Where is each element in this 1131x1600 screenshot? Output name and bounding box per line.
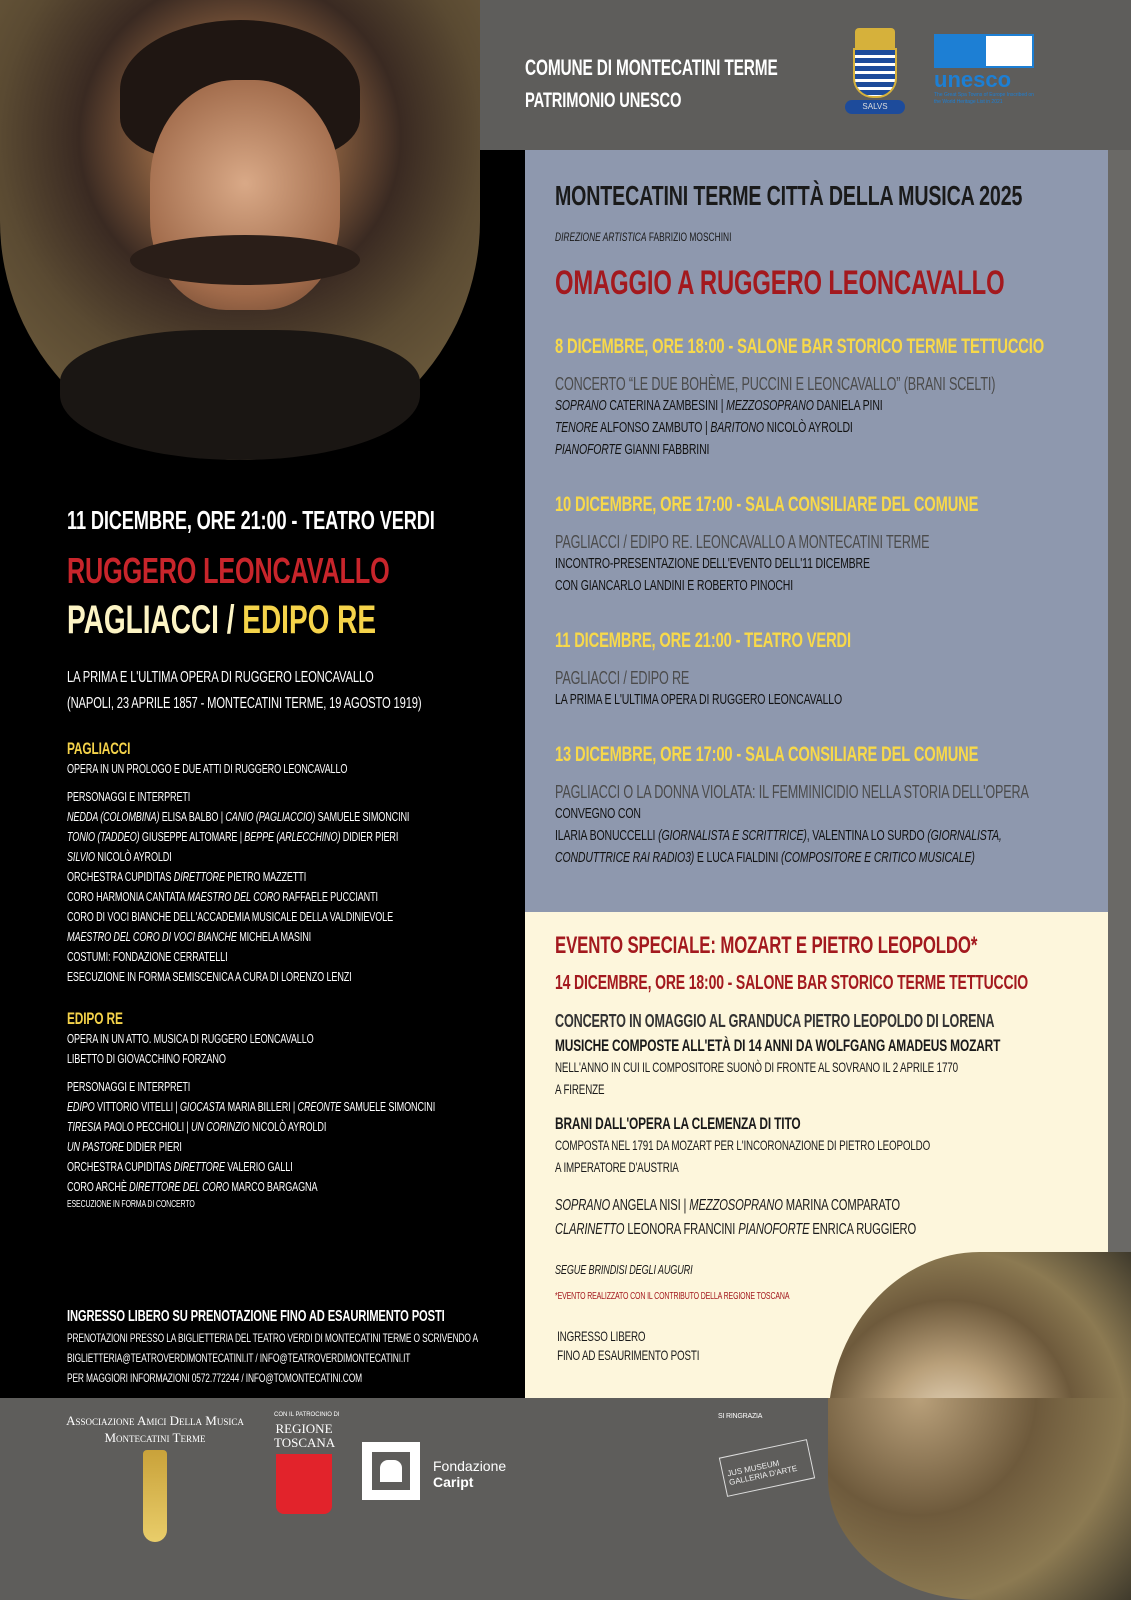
assoc-line2: Montecatini Terme bbox=[104, 1430, 206, 1445]
unesco-logo bbox=[934, 34, 1034, 106]
special-cast2: CLARINETTO LEONORA FRANCINI PIANOFORTE ENRICA RUGGIERO bbox=[555, 1221, 917, 1238]
cast-line: PERSONAGGI E INTERPRETI bbox=[67, 1079, 191, 1094]
pagliacci-cast bbox=[67, 787, 515, 987]
booking-block bbox=[67, 1306, 515, 1388]
event-item bbox=[555, 493, 1094, 597]
event-line: CONDUTTRICE RAI RADIO3) E LUCA FIALDINI (COMPOSITORE E CRITICO MUSICALE) bbox=[555, 849, 975, 866]
patronage-label: CON IL PATROCINIO DI bbox=[274, 1412, 340, 1418]
montecatini-crest-logo bbox=[835, 28, 915, 132]
entry1: INGRESSO LIBERO bbox=[557, 1328, 646, 1344]
event-line: TENORE ALFONSO ZAMBUTO | BARITONO NICOLÒ AYROLDI bbox=[555, 419, 853, 436]
homage-title: OMAGGIO A RUGGERO LEONCAVALLO bbox=[555, 264, 1005, 302]
event-line: CONVEGNO CON bbox=[555, 805, 641, 822]
event-item bbox=[555, 629, 1094, 711]
pegasus-icon bbox=[276, 1454, 332, 1514]
brani-l1: COMPOSTA NEL 1791 DA MOZART PER L'INCORONAZIONE DI PIETRO LEOPOLDO bbox=[555, 1137, 931, 1153]
edipo-heading: EDIPO RE bbox=[67, 1009, 123, 1028]
event-line: SOPRANO CATERINA ZAMBESINI | MEZZOSOPRANO DANIELA PINI bbox=[555, 397, 883, 414]
jus-museum-logo: JUS MUSEUM GALLERIA D'ARTE bbox=[719, 1439, 815, 1497]
unesco-caption: The Great Spa Towns of Europe Inscribed on the World Heritage List in 2021 bbox=[934, 92, 1034, 105]
event-item bbox=[555, 743, 1094, 869]
event-line: PIANOFORTE GIANNI FABBRINI bbox=[555, 441, 710, 458]
cast-line: PERSONAGGI E INTERPRETI bbox=[67, 789, 191, 804]
booking-line1: PRENOTAZIONI PRESSO LA BIGLIETTERIA DEL TEATRO VERDI DI MONTECATINI TERME O SCRIVENDO A bbox=[67, 1331, 479, 1345]
regione-word1: REGIONE bbox=[275, 1421, 333, 1436]
program-text bbox=[555, 180, 1094, 869]
toast: SEGUE BRINDISI DEGLI AUGURI bbox=[555, 1262, 693, 1277]
cast-line: MAESTRO DEL CORO DI VOCI BIANCHE MICHELA MASINI bbox=[67, 929, 312, 944]
direction-name: FABRIZIO MOSCHINI bbox=[648, 230, 732, 244]
festival-title: MONTECATINI TERME CITTÀ DELLA MUSICA 2025 bbox=[555, 180, 1023, 211]
crest-motto: SALVS bbox=[845, 100, 905, 114]
special-title: CONCERTO IN OMAGGIO AL GRANDUCA PIETRO LEOPOLDO DI LORENA bbox=[555, 1011, 995, 1031]
special-sub: MUSICHE COMPOSTE ALL'ETÀ DI 14 ANNI DA WOLFGANG AMADEUS MOZART bbox=[555, 1036, 1001, 1055]
event-title: PAGLIACCI / EDIPO RE bbox=[555, 668, 690, 688]
event-title: PAGLIACCI O LA DONNA VIOLATA: IL FEMMINICIDIO NELLA STORIA DELL'OPERA bbox=[555, 782, 1029, 802]
left-text bbox=[67, 505, 515, 1213]
brani-title: BRANI DALL'OPERA LA CLEMENZA DI TITO bbox=[555, 1114, 801, 1133]
event-line: INCONTRO-PRESENTAZIONE DELL'EVENTO DELL'11 DICEMBRE bbox=[555, 555, 870, 572]
cast-line: NEDDA (COLOMBINA) ELISA BALBO | CANIO (PAGLIACCIO) SAMUELE SIMONCINI bbox=[67, 809, 410, 824]
event-line: ILARIA BONUCCELLI (GIORNALISTA E SCRITTRICE), VALENTINA LO SURDO (GIORNALISTA, bbox=[555, 827, 1002, 844]
edipo-note: ESECUZIONE IN FORMA DI CONCERTO bbox=[67, 1199, 195, 1210]
edipo-sub1: OPERA IN UN ATTO. MUSICA DI RUGGERO LEONCAVALLO bbox=[67, 1031, 314, 1046]
amici-musica-logo bbox=[60, 1412, 250, 1542]
artistic-direction bbox=[555, 230, 1094, 244]
cast-line: ESECUZIONE IN FORMA SEMISCENICA A CURA DI LORENZO LENZI bbox=[67, 969, 352, 984]
cast-line: TONIO (TADDEO) GIUSEPPE ALTOMARE | BEPPE (ARLECCHINO) DIDIER PIERI bbox=[67, 829, 399, 844]
booking-title: INGRESSO LIBERO SU PRENOTAZIONE FINO AD ESAURIMENTO POSTI bbox=[67, 1308, 445, 1325]
intro-line2: (NAPOLI, 23 APRILE 1857 - MONTECATINI TERME, 19 AGOSTO 1919) bbox=[67, 695, 422, 712]
event-date: 8 DICEMBRE, ORE 18:00 - SALONE BAR STORICO TERME TETTUCCIO bbox=[555, 335, 1045, 358]
event-date: 13 DICEMBRE, ORE 17:00 - SALA CONSILIARE DEL COMUNE bbox=[555, 743, 979, 766]
unesco-word: unesco bbox=[934, 67, 1012, 92]
event-title: PAGLIACCI / EDIPO RE. LEONCAVALLO A MONTECATINI TERME bbox=[555, 532, 930, 552]
event-date: 11 DICEMBRE, ORE 21:00 - TEATRO VERDI bbox=[555, 629, 851, 652]
events-list bbox=[555, 335, 1094, 869]
cast-line: CORO DI VOCI BIANCHE DELL'ACCADEMIA MUSICALE DELLA VALDINIEVOLE bbox=[67, 909, 394, 924]
header-line1: COMUNE DI MONTECATINI TERME bbox=[525, 55, 778, 80]
title-sep: / bbox=[218, 598, 243, 642]
caript-logo-mark bbox=[362, 1442, 420, 1500]
event-line: LA PRIMA E L'ULTIMA OPERA DI RUGGERO LEONCAVALLO bbox=[555, 691, 843, 708]
header-text bbox=[525, 55, 778, 113]
edipo-sub2: LIBETTO DI GIOVACCHINO FORZANO bbox=[67, 1051, 226, 1066]
special-cast1: SOPRANO ANGELA NISI | MEZZOSOPRANO MARINA COMPARATO bbox=[555, 1197, 900, 1214]
intro-line1: LA PRIMA E L'ULTIMA OPERA DI RUGGERO LEONCAVALLO bbox=[67, 669, 374, 686]
regione-word2: TOSCANA bbox=[274, 1435, 336, 1450]
fondazione-word: Fondazione bbox=[433, 1458, 507, 1474]
regione-toscana-logo bbox=[274, 1412, 340, 1514]
assoc-line1: Associazione Amici Della Musica bbox=[66, 1413, 244, 1428]
cast-line: COSTUMI: FONDAZIONE CERRATELLI bbox=[67, 949, 228, 964]
brani-l2: A IMPERATORE D'AUSTRIA bbox=[555, 1159, 679, 1175]
special-note: *EVENTO REALIZZATO CON IL CONTRIBUTO DELLA REGIONE TOSCANA bbox=[555, 1291, 790, 1302]
entry2: FINO AD ESAURIMENTO POSTI bbox=[557, 1347, 700, 1363]
event-title: CONCERTO “LE DUE BOHÈME, PUCCINI E LEONCAVALLO” (BRANI SCELTI) bbox=[555, 374, 996, 394]
cast-line: SILVIO NICOLÒ AYROLDI bbox=[67, 849, 172, 864]
pagliacci-sub: OPERA IN UN PROLOGO E DUE ATTI DI RUGGERO LEONCAVALLO bbox=[67, 761, 348, 776]
special-heading: EVENTO SPECIALE: MOZART E PIETRO LEOPOLDO* bbox=[555, 932, 978, 959]
booking-emails[interactable]: BIGLIETTERIA@TEATROVERDIMONTECATINI.IT / INFO@TEATROVERDIMONTECATINI.IT bbox=[67, 1351, 411, 1365]
cast-line: ORCHESTRA CUPIDITAS DIRETTORE VALERIO GALLI bbox=[67, 1159, 293, 1174]
direction-label: DIREZIONE ARTISTICA bbox=[555, 230, 647, 244]
caript-logo-text bbox=[433, 1458, 506, 1490]
special-l2: A FIRENZE bbox=[555, 1081, 605, 1097]
special-date: 14 DICEMBRE, ORE 18:00 - SALONE BAR STORICO TERME TETTUCCIO bbox=[555, 972, 1028, 994]
pagliacci-heading: PAGLIACCI bbox=[67, 739, 131, 758]
opera-titles bbox=[67, 598, 515, 643]
cast-line: CORO ARCHÈ DIRETTORE DEL CORO MARCO BARGAGNA bbox=[67, 1179, 318, 1194]
cast-line: ORCHESTRA CUPIDITAS DIRETTORE PIETRO MAZZETTI bbox=[67, 869, 307, 884]
special-text bbox=[555, 932, 1094, 1366]
caript-word: Caript bbox=[433, 1474, 474, 1490]
title-pagliacci: PAGLIACCI bbox=[67, 598, 219, 642]
leoncavallo-portrait bbox=[0, 0, 480, 460]
title-edipo: EDIPO RE bbox=[242, 598, 377, 642]
event-date: 10 DICEMBRE, ORE 17:00 - SALA CONSILIARE DEL COMUNE bbox=[555, 493, 979, 516]
cast-line: CORO HARMONIA CANTATA MAESTRO DEL CORO RAFFAELE PUCCIANTI bbox=[67, 889, 378, 904]
special-l1: NELL'ANNO IN CUI IL COMPOSITORE SUONÒ DI FRONTE AL SOVRANO IL 2 APRILE 1770 bbox=[555, 1059, 958, 1075]
edipo-cast bbox=[67, 1077, 515, 1197]
booking-info[interactable]: PER MAGGIORI INFORMAZIONI 0572.772244 / INFO@TOMONTECATINI.COM bbox=[67, 1371, 362, 1385]
thanks-label: SI RINGRAZIA bbox=[718, 1413, 763, 1420]
cast-line: UN PASTORE DIDIER PIERI bbox=[67, 1139, 182, 1154]
right-margin bbox=[1108, 150, 1131, 1398]
composer-name: RUGGERO LEONCAVALLO bbox=[67, 550, 390, 591]
cast-line: EDIPO VITTORIO VITELLI | GIOCASTA MARIA BILLERI | CREONTE SAMUELE SIMONCINI bbox=[67, 1099, 436, 1114]
cast-line: TIRESIA PAOLO PECCHIOLI | UN CORINZIO NICOLÒ AYROLDI bbox=[67, 1119, 327, 1134]
event-line: CON GIANCARLO LANDINI E ROBERTO PINOCHI bbox=[555, 577, 794, 594]
left-date-line: 11 DICEMBRE, ORE 21:00 - TEATRO VERDI bbox=[67, 505, 435, 535]
header-line2: PATRIMONIO UNESCO bbox=[525, 89, 682, 112]
event-item bbox=[555, 335, 1094, 461]
